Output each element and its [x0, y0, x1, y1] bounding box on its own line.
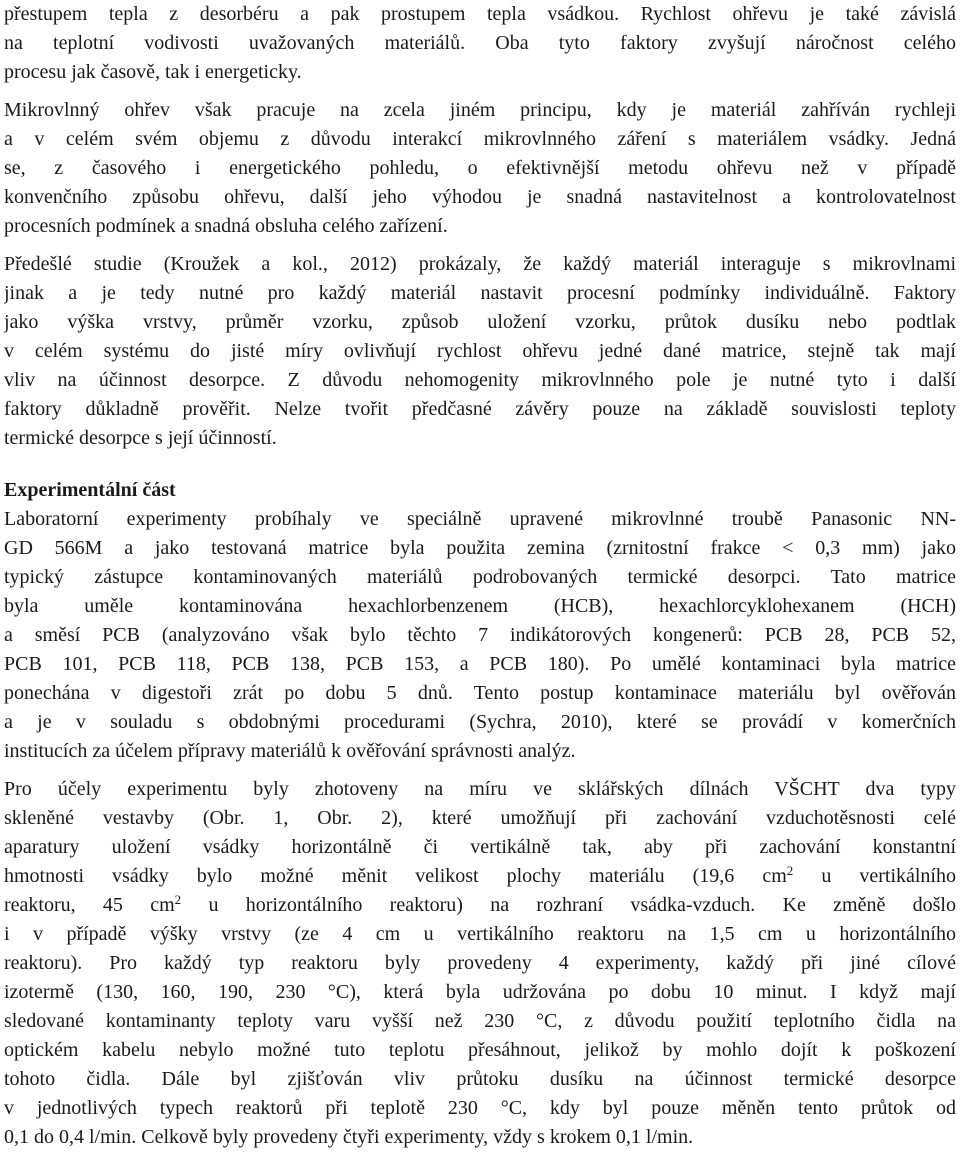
text-line: byla uměle kontaminována hexachlorbenzenem (HCB), hexachlorcyklohexanem (HCH): [4, 595, 956, 617]
text-line: i v případě výšky vrstvy (ze 4 cm u vertikálního reaktoru na 1,5 cm u horizontálního: [4, 923, 956, 945]
text-line: procesních podmínek a snadná obsluha celého zařízení.: [4, 215, 448, 237]
text-line: procesu jak časově, tak i energeticky.: [4, 61, 302, 83]
text-line: typický zástupce kontaminovaných materiálů podrobovaných termické desorpci. Tato matrice: [4, 566, 956, 588]
text-line: a je v souladu s obdobnými procedurami (Sychra, 2010), které se provádí v komerčních: [4, 711, 956, 733]
text-line: ponechána v digestoři zrát po dobu 5 dnů. Tento postup kontaminace materiálu byl ověřován: [4, 682, 956, 704]
section-heading: Experimentální část: [4, 479, 176, 501]
text-line: reaktoru). Pro každý typ reaktoru byly provedeny 4 experimenty, každý při jiné cílové: [4, 952, 956, 974]
text-segment: reaktoru, 45 cm: [4, 894, 175, 916]
text-line: vliv na účinnost desorpce. Z důvodu nehomogenity mikrovlnného pole je nutné tyto i další: [4, 369, 956, 391]
text-line: Laboratorní experimenty probíhaly ve speciálně upravené mikrovlnné troubě Panasonic NN-: [4, 508, 956, 530]
text-segment: u horizontálního reaktoru) na rozhraní vsádka-vzduch. Ke změně došlo: [181, 894, 956, 916]
text-segment: u vertikálního: [793, 865, 956, 887]
text-line: Pro účely experimentu byly zhotoveny na míru ve sklářských dílnách VŠCHT dva typy: [4, 778, 956, 800]
text-line: konvenčního způsobu ohřevu, další jeho výhodou je snadná nastavitelnost a kontrolovatelnost: [4, 186, 956, 208]
text-line: přestupem tepla z desorbéru a pak prostupem tepla vsádkou. Rychlost ohřevu je také závislá: [4, 3, 956, 25]
text-line: jako výška vrstvy, průměr vzorku, způsob uložení vzorku, průtok dusíku nebo podtlak: [4, 311, 956, 333]
text-line: sledované kontaminanty teploty varu vyšší než 230 °C, z důvodu použití teplotního čidla na: [4, 1010, 956, 1032]
text-line: Mikrovlnný ohřev však pracuje na zcela jiném principu, kdy je materiál zahříván rychleji: [4, 99, 956, 121]
text-line: optickém kabelu nebylo možné tuto teplotu přesáhnout, jelikož by mohlo dojít k poškození: [4, 1039, 956, 1061]
text-line: tohoto čidla. Dále byl zjišťován vliv průtoku dusíku na účinnost termické desorpce: [4, 1068, 956, 1090]
paragraph: [4, 775, 956, 1152]
text-line: v celém systému do jisté míry ovlivňují rychlost ohřevu jedné dané matrice, stejně tak mají: [4, 340, 956, 362]
superscript: 2: [174, 892, 182, 907]
text-segment: hmotnosti vsádky bylo možné měnit velikost plochy materiálu (19,6 cm: [4, 865, 787, 887]
text-line: a směsí PCB (analyzováno však bylo těchto 7 indikátorových kongenerů: PCB 28, PCB 52,: [4, 624, 956, 646]
text-line: termické desorpce s její účinností.: [4, 427, 277, 449]
paragraph: [4, 0, 956, 87]
text-line: jinak a je tedy nutné pro každý materiál nastavit procesní podmínky individuálně. Faktory: [4, 282, 956, 304]
paragraph: [4, 96, 956, 241]
text-line: PCB 101, PCB 118, PCB 138, PCB 153, a PCB 180). Po umělé kontaminaci byla matrice: [4, 653, 956, 675]
text-line: aparatury uložení vsádky horizontálně či vertikálně tak, aby při zachování konstantní: [4, 836, 956, 858]
section-experimental: [4, 476, 956, 766]
text-line-with-superscript: [4, 891, 956, 920]
text-line: v jednotlivých typech reaktorů při teplotě 230 °C, kdy byl pouze měněn tento průtok od: [4, 1097, 956, 1119]
text-line-with-superscript: [4, 862, 956, 891]
text-line: izotermě (130, 160, 190, 230 °C), která byla udržována po dobu 10 minut. I když mají: [4, 981, 956, 1003]
superscript: 2: [786, 863, 794, 878]
text-line: institucích za účelem přípravy materiálů k ověřování správnosti analýz.: [4, 740, 576, 762]
text-line: GD 566M a jako testovaná matrice byla použita zemina (zrnitostní frakce < 0,3 mm) jako: [4, 537, 956, 559]
text-line: a v celém svém objemu z důvodu interakcí mikrovlnného záření s materiálem vsádky. Jedná: [4, 128, 956, 150]
text-line: se, z časového i energetického pohledu, o efektivnější metodu ohřevu než v případě: [4, 157, 956, 179]
text-line: skleněné vestavby (Obr. 1, Obr. 2), které umožňují při zachování vzduchotěsnosti celé: [4, 807, 956, 829]
text-line: na teplotní vodivosti uvažovaných materiálů. Oba tyto faktory zvyšují náročnost celého: [4, 32, 956, 54]
text-line: 0,1 do 0,4 l/min. Celkově byly provedeny čtyři experimenty, vždy s krokem 0,1 l/min.: [4, 1126, 694, 1148]
paragraph: [4, 250, 956, 453]
text-line: Předešlé studie (Kroužek a kol., 2012) prokázaly, že každý materiál interaguje s mikrovlnami: [4, 253, 956, 275]
text-line: faktory důkladně prověřit. Nelze tvořit předčasné závěry pouze na základě souvislosti teploty: [4, 398, 956, 420]
